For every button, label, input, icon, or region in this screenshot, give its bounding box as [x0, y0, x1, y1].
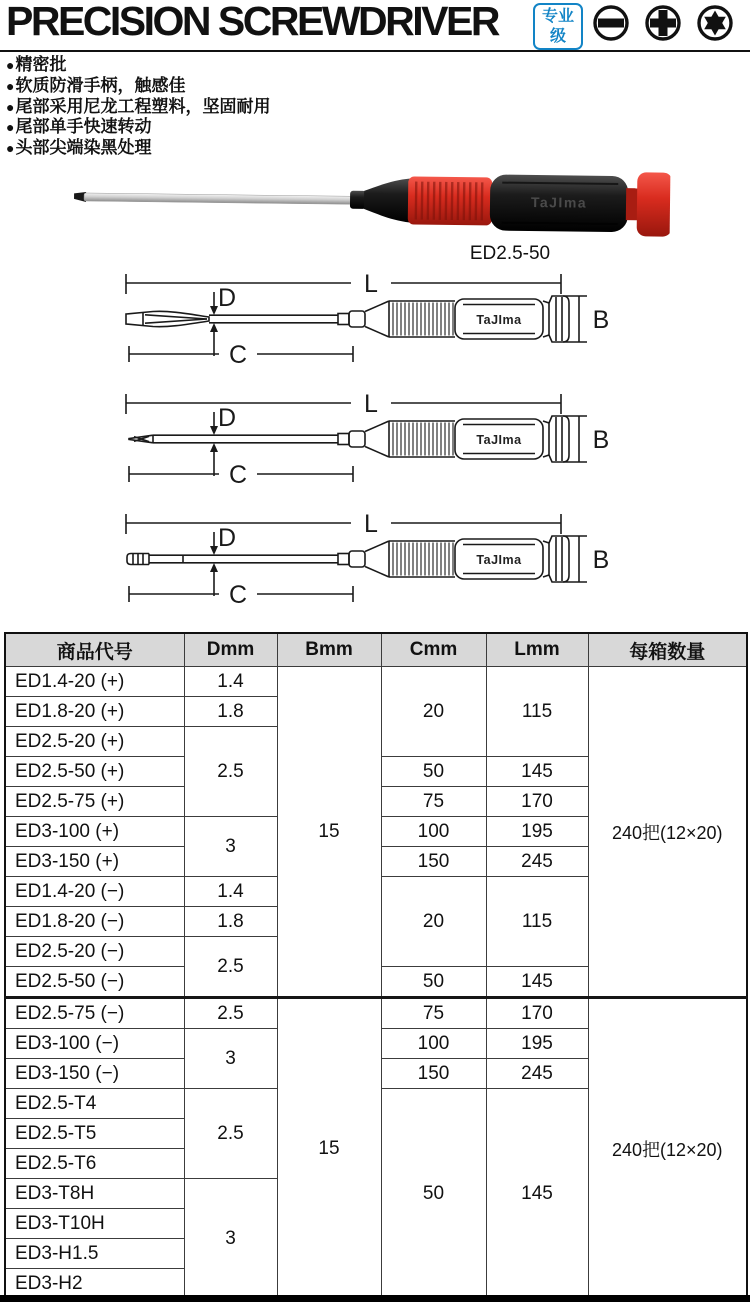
photo-cone	[364, 178, 411, 223]
feature-item: ●尾部单手快速转动	[6, 117, 152, 137]
cell-lmm: 115	[486, 877, 588, 967]
bullet-icon: ●	[6, 77, 15, 94]
dim-label-B: B	[592, 546, 610, 574]
cell-lmm: 195	[486, 1029, 588, 1059]
cell-cmm: 50	[381, 757, 486, 787]
bottom-bar	[0, 1295, 750, 1302]
cell-cmm: 20	[381, 877, 486, 967]
cell-dmm: 2.5	[184, 727, 277, 817]
col-header-qty: 每箱数量	[588, 633, 747, 667]
cell-cmm: 20	[381, 667, 486, 757]
cell-cmm: 75	[381, 787, 486, 817]
tip-type-icons	[591, 2, 747, 42]
product-photo	[70, 160, 671, 245]
dim-label-B: B	[592, 426, 610, 454]
cell-code: ED3-T10H	[5, 1209, 184, 1239]
cell-code: ED2.5-75 (−)	[5, 998, 184, 1029]
table-header-row	[5, 633, 747, 667]
cell-dmm: 1.8	[184, 907, 277, 937]
badge-line2: 级	[549, 27, 566, 45]
feature-item: ●头部尖端染黑处理	[6, 138, 152, 158]
cell-code: ED1.4-20 (+)	[5, 667, 184, 697]
cell-dmm: 1.4	[184, 667, 277, 697]
cell-cmm: 150	[381, 1059, 486, 1089]
cell-code: ED2.5-75 (+)	[5, 787, 184, 817]
cell-dmm: 2.5	[184, 1089, 277, 1179]
page-title: PRECISION SCREWDRIVER	[6, 0, 498, 44]
spec-table	[4, 632, 748, 1300]
table-row	[5, 998, 747, 1029]
cell-code: ED2.5-20 (−)	[5, 937, 184, 967]
badge-line1: 专业	[541, 7, 574, 25]
page-header	[0, 0, 750, 52]
cell-code: ED2.5-50 (+)	[5, 757, 184, 787]
cell-cmm: 50	[381, 1089, 486, 1300]
bullet-icon: ●	[6, 119, 15, 136]
table-row	[5, 667, 747, 697]
cell-code: ED2.5-T4	[5, 1089, 184, 1119]
cell-dmm: 1.4	[184, 877, 277, 907]
feature-item: ●精密批	[6, 55, 67, 74]
dim-label-C: C	[228, 341, 248, 369]
cell-code: ED1.8-20 (−)	[5, 907, 184, 937]
photo-cap	[637, 172, 671, 236]
diagram-brand-text: TaJIma	[476, 433, 522, 447]
dimension-diagram-torx	[123, 510, 645, 614]
features-list	[6, 55, 270, 159]
cell-code: ED2.5-20 (+)	[5, 727, 184, 757]
bullet-icon: ●	[6, 98, 15, 115]
cell-cmm: 100	[381, 1029, 486, 1059]
photo-brand-text: TaJIma	[530, 193, 588, 211]
cell-cmm: 150	[381, 847, 486, 877]
cell-bmm: 15	[277, 667, 381, 998]
photo-caption: ED2.5-50	[469, 243, 551, 264]
cell-dmm: 1.8	[184, 697, 277, 727]
dim-label-L: L	[364, 510, 378, 538]
dim-label-L: L	[364, 390, 378, 418]
cell-lmm: 245	[486, 1059, 588, 1089]
cell-code: ED1.4-20 (−)	[5, 877, 184, 907]
col-header-dmm: Dmm	[184, 633, 277, 667]
cell-qty: 240把(12×20)	[588, 667, 747, 998]
cell-lmm: 170	[486, 998, 588, 1029]
cell-code: ED2.5-T5	[5, 1119, 184, 1149]
cell-code: ED3-H1.5	[5, 1239, 184, 1269]
cell-lmm: 195	[486, 817, 588, 847]
diagram-brand-text: TaJIma	[476, 313, 522, 327]
cell-dmm: 2.5	[184, 998, 277, 1029]
dim-label-C: C	[228, 581, 248, 609]
photo-shaft	[84, 193, 352, 204]
cell-lmm: 245	[486, 847, 588, 877]
cell-lmm: 115	[486, 667, 588, 757]
cell-lmm: 170	[486, 787, 588, 817]
phillips-tip-icon	[643, 2, 683, 42]
cell-dmm: 3	[184, 1179, 277, 1300]
col-header-lmm: Lmm	[486, 633, 588, 667]
cell-code: ED2.5-T6	[5, 1149, 184, 1179]
dim-label-L: L	[364, 270, 378, 298]
cell-dmm: 3	[184, 1029, 277, 1089]
dim-label-C: C	[228, 461, 248, 489]
cell-code: ED3-100 (−)	[5, 1029, 184, 1059]
feature-item: ●尾部采用尼龙工程塑料，坚固耐用	[6, 96, 271, 116]
dim-label-B: B	[592, 306, 610, 334]
cell-code: ED3-T8H	[5, 1179, 184, 1209]
cell-code: ED1.8-20 (+)	[5, 697, 184, 727]
cell-cmm: 50	[381, 967, 486, 998]
dim-label-D: D	[217, 404, 237, 432]
cell-dmm: 2.5	[184, 937, 277, 998]
col-header-code: 商品代号	[5, 633, 184, 667]
cell-lmm: 145	[486, 967, 588, 998]
dim-label-D: D	[217, 524, 237, 552]
cell-cmm: 75	[381, 998, 486, 1029]
cell-bmm: 15	[277, 998, 381, 1300]
professional-grade-badge	[533, 3, 583, 50]
cell-dmm: 3	[184, 817, 277, 877]
col-header-cmm: Cmm	[381, 633, 486, 667]
col-header-bmm: Bmm	[277, 633, 381, 667]
bullet-icon: ●	[6, 57, 15, 73]
diagram-brand-text: TaJIma	[476, 553, 522, 567]
cell-cmm: 100	[381, 817, 486, 847]
bullet-icon: ●	[6, 140, 15, 157]
cell-lmm: 145	[486, 757, 588, 787]
dimension-diagram-slotted	[123, 270, 645, 374]
cell-code: ED3-H2	[5, 1269, 184, 1300]
dimension-diagram-phillips	[123, 390, 645, 494]
torx-tip-icon	[695, 2, 735, 42]
cell-code: ED3-150 (+)	[5, 847, 184, 877]
cell-code: ED3-150 (−)	[5, 1059, 184, 1089]
cell-lmm: 145	[486, 1089, 588, 1300]
photo-collar	[350, 191, 366, 209]
slotted-tip-icon	[591, 2, 631, 42]
cell-qty: 240把(12×20)	[588, 998, 747, 1300]
cell-code: ED3-100 (+)	[5, 817, 184, 847]
feature-item: ●软质防滑手柄，触感佳	[6, 75, 186, 95]
photo-grip	[408, 176, 493, 225]
cell-code: ED2.5-50 (−)	[5, 967, 184, 998]
dim-label-D: D	[217, 284, 237, 312]
